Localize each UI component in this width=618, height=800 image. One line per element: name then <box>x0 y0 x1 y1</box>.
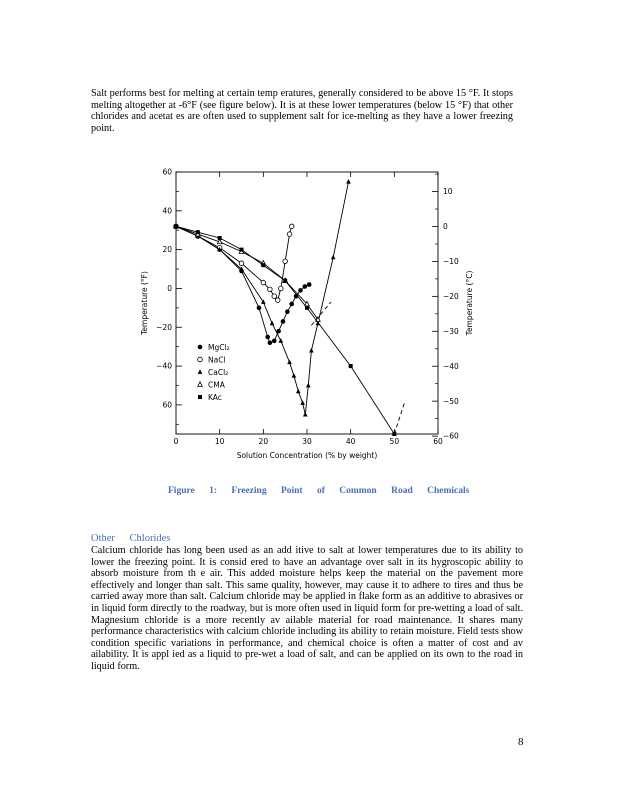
x-tick-label: 60 <box>433 437 443 446</box>
legend-marker-cma <box>198 382 203 387</box>
data-point-cacl <box>346 179 351 184</box>
legend-marker-cacl <box>198 369 203 374</box>
data-point-cacl <box>270 321 275 326</box>
figure-caption: Figure 1: Freezing Point of Common Road Chemicals <box>168 486 470 496</box>
y-tick-label: −40 <box>156 361 172 371</box>
y-right-tick-label: −30 <box>443 326 459 336</box>
data-point-cacl <box>279 338 284 343</box>
freezing-point-chart <box>138 160 478 468</box>
data-point-cacl <box>306 383 311 388</box>
data-point-nacl <box>268 287 273 292</box>
y-tick-label: 60 <box>162 167 172 177</box>
data-point-mgcl <box>285 309 290 314</box>
y-right-tick-label: −60 <box>443 431 459 441</box>
data-point-cacl <box>309 348 314 353</box>
y-right-tick-label: 10 <box>443 187 453 197</box>
legend-label-kac: KAc <box>208 392 222 402</box>
y-right-tick-label: −40 <box>443 361 459 371</box>
data-point-mgcl <box>281 319 286 324</box>
x-tick-label: 40 <box>345 437 356 446</box>
data-point-kac <box>261 263 265 267</box>
data-point-kac <box>283 279 287 283</box>
data-point-kac <box>218 236 222 240</box>
legend-label-cma: CMA <box>208 380 225 390</box>
data-point-kac <box>240 248 244 252</box>
data-point-nacl <box>289 224 294 229</box>
series-line-kac <box>176 226 394 434</box>
data-point-cacl <box>331 255 336 260</box>
data-point-nacl <box>239 261 244 266</box>
y-tick-label: 20 <box>162 245 172 255</box>
legend-label-mgcl: MgCl₂ <box>208 342 230 352</box>
x-tick-label: 50 <box>389 437 400 446</box>
series-line-cacl <box>176 182 349 415</box>
legend-label-cacl: CaCl₂ <box>208 367 229 377</box>
data-point-mgcl <box>307 282 312 287</box>
data-point-mgcl <box>268 340 273 345</box>
legend-label-nacl: NaCl <box>208 355 226 365</box>
y-right-tick-label: −50 <box>443 396 459 406</box>
intro-paragraph: Salt performs best for melting at certain temp eratures, generally considered to be above 15 °F. It stops melting altogether at -6°F (see figure below). It is at these lower temperatures (below 15 °F) that other chlorides and acetat es are often used to supplement salt for ice-melting as they have a lower freezing point. <box>91 88 513 134</box>
data-point-mgcl <box>289 302 294 307</box>
y-axis-label: Temperature (°F) <box>140 271 149 335</box>
x-tick-label: 10 <box>214 437 225 446</box>
data-point-nacl <box>275 298 280 303</box>
data-point-kac <box>196 230 200 234</box>
y-right-axis-label: Temperature (°C) <box>465 270 474 336</box>
data-point-mgcl <box>257 306 262 311</box>
y-tick-label: 40 <box>162 206 172 216</box>
data-point-kac <box>305 306 309 310</box>
page-number: 8 <box>518 736 524 748</box>
y-tick-label: 0 <box>167 284 172 294</box>
data-point-mgcl <box>265 335 270 340</box>
body-paragraph: Calcium chloride has long been used as an add itive to salt at lower temperatures due to its ability to lower the freezing point. It is consid ered to have an advantage over salt in its hygroscopic ability to absorb moisture from th e air. This added moisture helps keep the material on the pavement more effectively and longer than salt. This same quality, however, may cause it to adhere to tires and thus be carried away more than salt. Calcium chloride may be applied in flake form as an additive to abrasives or in liquid form directly to the roadway, but is more often used in liquid form for pre-wetting a load of salt. Magnesium chloride is a more recently av ailable material for road maintenance. It shares many performance characteristics with calcium chloride including its ability to retain moisture. Field tests show condition specific variations in performance, and chemical choice is often a matter of cost and av ailability. It is appl ied as a liquid to pre-wet a load of salt, and can be applied on its own to the road in liquid form. <box>91 545 523 672</box>
data-point-kac <box>174 224 178 228</box>
x-tick-label: 20 <box>258 437 269 446</box>
y-tick-label: −20 <box>156 322 172 332</box>
x-tick-label: 0 <box>173 437 179 446</box>
data-point-cacl <box>287 359 292 364</box>
data-point-mgcl <box>303 284 308 289</box>
data-point-nacl <box>261 280 266 285</box>
series-line-cma <box>176 226 318 319</box>
legend-marker-mgcl <box>198 345 203 350</box>
x-tick-label: 30 <box>302 437 312 446</box>
data-point-nacl <box>287 232 292 237</box>
data-point-cacl <box>300 400 305 405</box>
data-point-cacl <box>292 373 297 378</box>
legend-marker-kac <box>198 395 202 399</box>
data-point-nacl <box>272 294 277 299</box>
dashed-extension <box>394 403 404 434</box>
section-heading: Other Chlorides <box>91 533 171 544</box>
data-point-cacl <box>296 389 301 394</box>
data-point-cacl <box>303 412 308 417</box>
x-axis-label: Solution Concentration (% by weight) <box>236 451 378 460</box>
y-right-tick-label: −20 <box>443 291 459 301</box>
data-point-mgcl <box>298 288 303 293</box>
data-point-mgcl <box>272 339 277 344</box>
data-point-nacl <box>279 286 284 291</box>
data-point-nacl <box>283 259 288 264</box>
legend-marker-nacl <box>198 357 203 362</box>
y-right-tick-label: 0 <box>443 222 448 232</box>
y-right-tick-label: −10 <box>443 257 459 267</box>
y-tick-label: 60 <box>162 400 172 410</box>
data-point-kac <box>349 364 353 368</box>
